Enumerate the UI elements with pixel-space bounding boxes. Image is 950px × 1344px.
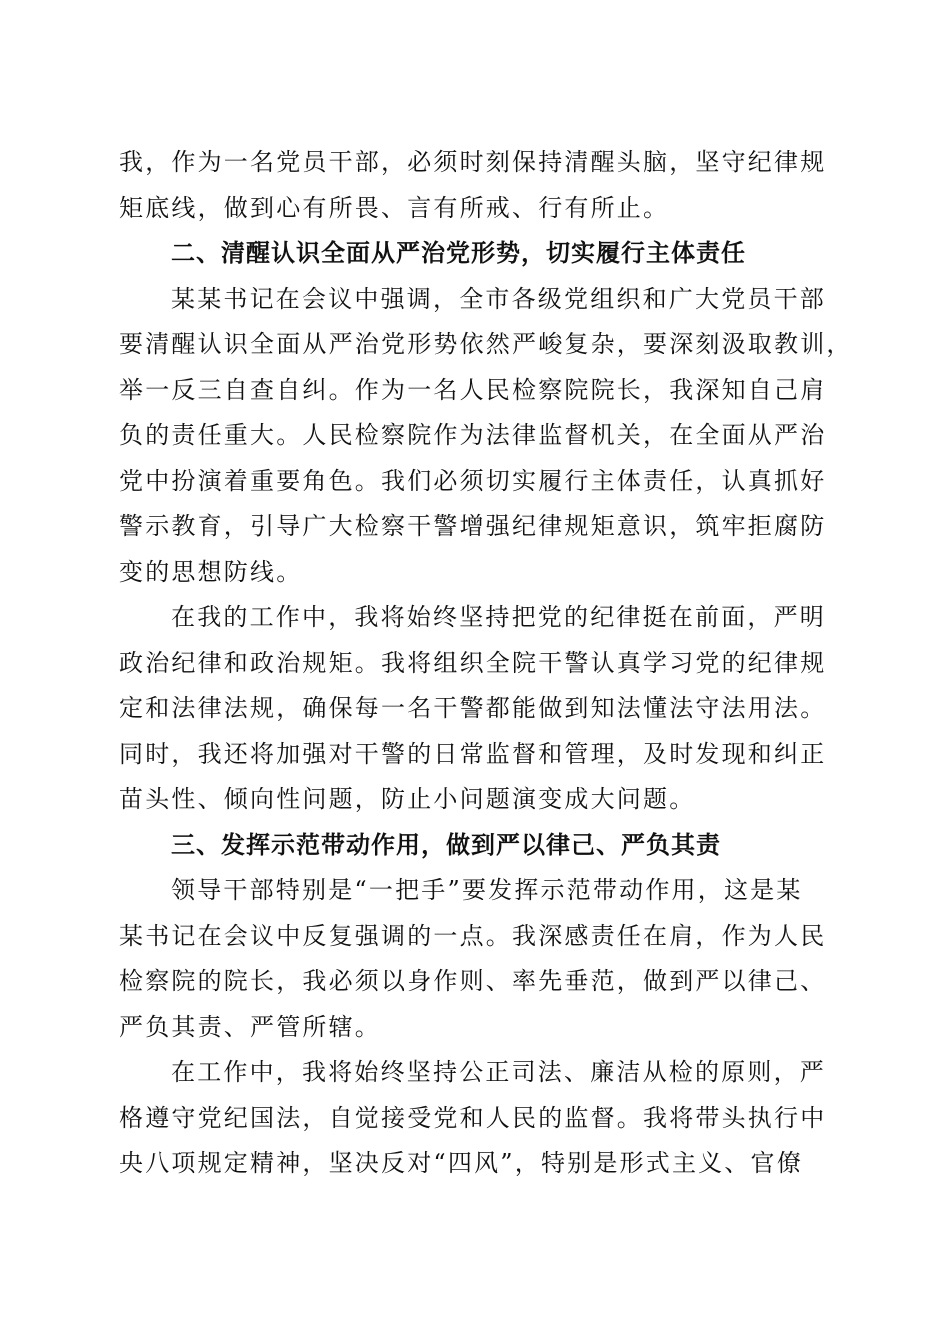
section-heading-3: 三、发挥示范带动作用，做到严以律己、严负其责: [171, 830, 721, 859]
paragraph-line: 矩底线，做到心有所畏、言有所戒、行有所止。: [119, 193, 670, 222]
paragraph-line: 严负其责、严管所辖。: [119, 1012, 381, 1041]
paragraph-line: 某某书记在会议中强调，全市各级党组织和广大党员干部: [171, 284, 826, 313]
paragraph-line: 在我的工作中，我将始终坚持把党的纪律挺在前面，严明: [171, 603, 826, 631]
document-body: [119, 140, 853, 1187]
paragraph-line: 检察院的院长，我必须以身作则、率先垂范，做到严以律己、: [119, 967, 827, 995]
paragraph-line: 同时，我还将加强对干警的日常监督和管理，及时发现和纠正: [119, 739, 827, 768]
paragraph-line: 政治纪律和政治规矩。我将组织全院干警认真学习党的纪律规: [119, 648, 827, 677]
paragraph-line: 苗头性、倾向性问题，防止小问题演变成大问题。: [119, 785, 696, 813]
paragraph-line: 党中扮演着重要角色。我们必须切实履行主体责任，认真抓好: [119, 466, 827, 495]
paragraph-line: 变的思想防线。: [119, 557, 303, 586]
paragraph-line: 负的责任重大。人民检察院作为法律监督机关，在全面从严治: [119, 421, 827, 449]
section-heading-2: 二、清醒认识全面从严治党形势，切实履行主体责任: [171, 239, 746, 267]
paragraph-line: 某书记在会议中反复强调的一点。我深感责任在肩，作为人民: [119, 921, 827, 950]
paragraph-line: 央八项规定精神，坚决反对“四风”，特别是形式主义、官僚: [119, 1149, 803, 1177]
paragraph-line: 格遵守党纪国法，自觉接受党和人民的监督。我将带头执行中: [119, 1103, 827, 1132]
paragraph-line: 要清醒认识全面从严治党形势依然严峻复杂，要深刻汲取教训，: [119, 330, 853, 358]
paragraph-line: 我，作为一名党员干部，必须时刻保持清醒头脑，坚守纪律规: [119, 148, 827, 176]
paragraph-line: 举一反三自查自纠。作为一名人民检察院院长，我深知自己肩: [119, 375, 827, 404]
paragraph-line: 领导干部特别是“一把手”要发挥示范带动作用，这是某: [171, 876, 803, 904]
paragraph-line: 定和法律法规，确保每一名干警都能做到知法懂法守法用法。: [119, 694, 827, 722]
paragraph-line: 在工作中，我将始终坚持公正司法、廉洁从检的原则，严: [171, 1058, 826, 1086]
paragraph-line: 警示教育，引导广大检察干警增强纪律规矩意识，筑牢拒腐防: [119, 512, 827, 540]
